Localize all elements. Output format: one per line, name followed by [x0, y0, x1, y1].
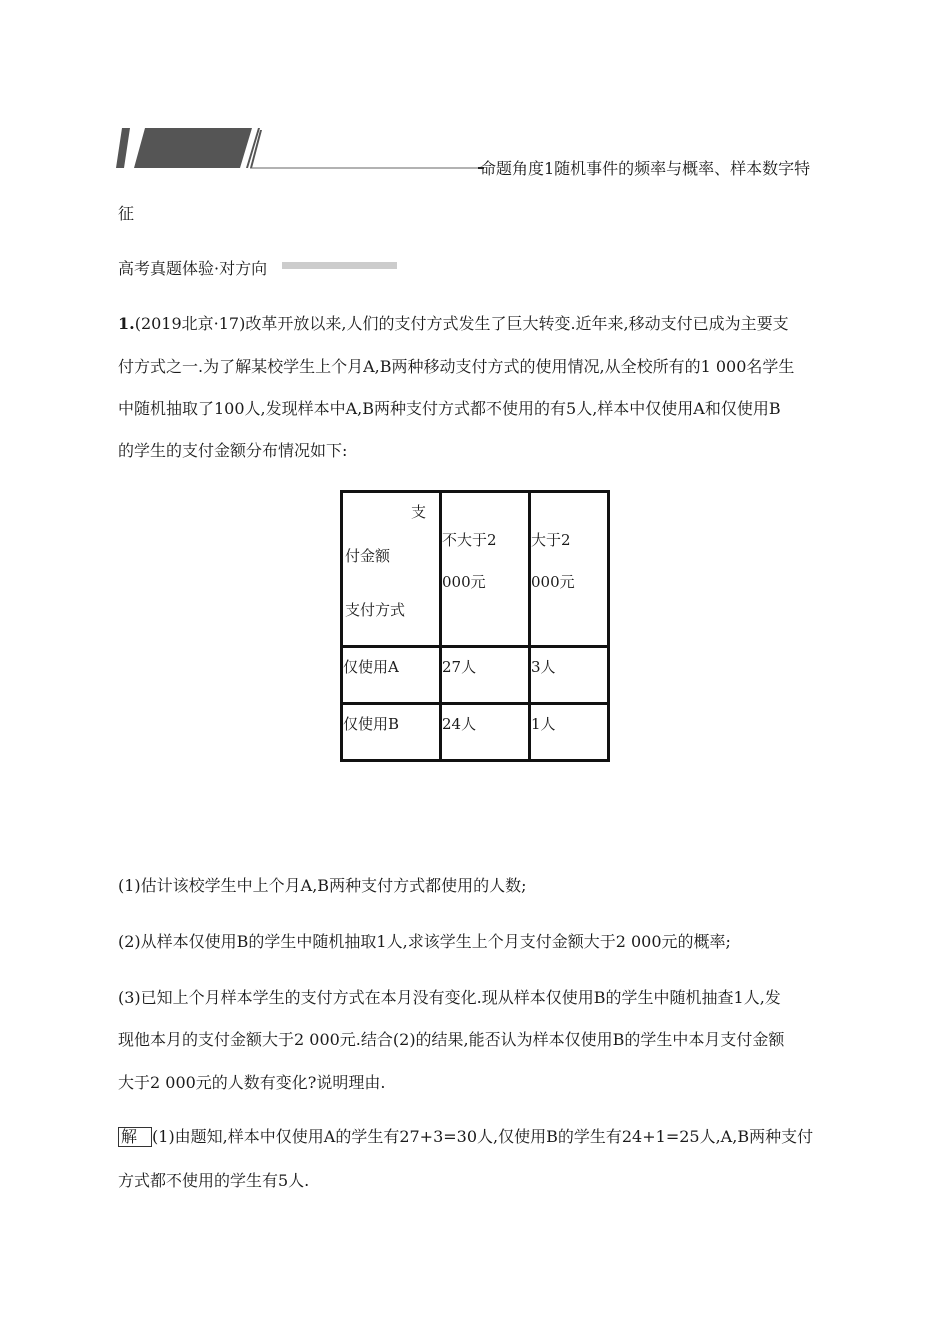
- problem-line-4: 的学生的支付金额分布情况如下:: [118, 441, 348, 460]
- header-banner-graphic: [112, 122, 487, 172]
- row-label-cell: 仅使用B: [342, 704, 441, 761]
- solution-line-2: 方式都不使用的学生有5人.: [118, 1171, 310, 1190]
- question-2: (2)从样本仅使用B的学生中随机抽取1人,求该学生上个月支付金额大于2 000元的概率;: [118, 932, 731, 951]
- section-label: 高考真题体验·对方向: [118, 259, 268, 278]
- table-header-col1: 不大于2 000元: [441, 492, 530, 647]
- problem-number: 1.: [118, 314, 135, 333]
- row-value-cell: 27人: [441, 647, 530, 704]
- payment-table: [340, 490, 610, 762]
- question-3-line-2: 现他本月的支付金额大于2 000元.结合(2)的结果,能否认为样本仅使用B的学生中本月支付金额: [118, 1030, 785, 1049]
- row-value-cell: 24人: [441, 704, 530, 761]
- section-underline-bar: [282, 262, 397, 269]
- row-value-cell: 1人: [530, 704, 609, 761]
- question-3-line-3: 大于2 000元的人数有变化?说明理由.: [118, 1073, 386, 1092]
- table-header-diagonal-cell: [342, 492, 441, 647]
- question-3-line-1: (3)已知上个月样本学生的支付方式在本月没有变化.现从样本仅使用B的学生中随机抽查1人,发: [118, 988, 781, 1007]
- diag-top-label: 支: [411, 503, 427, 521]
- problem-line-3: 中随机抽取了100人,发现样本中A,B两种支付方式都不使用的有5人,样本中仅使用A和仅使用B: [118, 399, 781, 418]
- solution-tag: 解: [118, 1127, 152, 1147]
- question-1: (1)估计该校学生中上个月A,B两种支付方式都使用的人数;: [118, 876, 527, 895]
- header-title: 命题角度1随机事件的频率与概率、样本数字特: [480, 159, 811, 178]
- problem-line-1: 1.(2019北京·17)改革开放以来,人们的支付方式发生了巨大转变.近年来,移动支付已成为主要支: [118, 314, 789, 333]
- table-row: [342, 704, 609, 761]
- table-row: [342, 647, 609, 704]
- diag-bottom-label: 支付方式: [345, 601, 406, 619]
- table-header-row: [342, 492, 609, 647]
- table-header-col2: 大于2 000元: [530, 492, 609, 647]
- row-value-cell: 3人: [530, 647, 609, 704]
- diag-mid-label: 付金额: [345, 547, 391, 565]
- row-label-cell: 仅使用A: [342, 647, 441, 704]
- header-title-wrap: 征: [118, 204, 135, 223]
- solution-line-1: 解 (1)由题知,样本中仅使用A的学生有27+3=30人,仅使用B的学生有24+1=25人,A,B两种支付: [118, 1127, 813, 1147]
- problem-line-2: 付方式之一.为了解某校学生上个月A,B两种移动支付方式的使用情况,从全校所有的1 000名学生: [118, 357, 795, 376]
